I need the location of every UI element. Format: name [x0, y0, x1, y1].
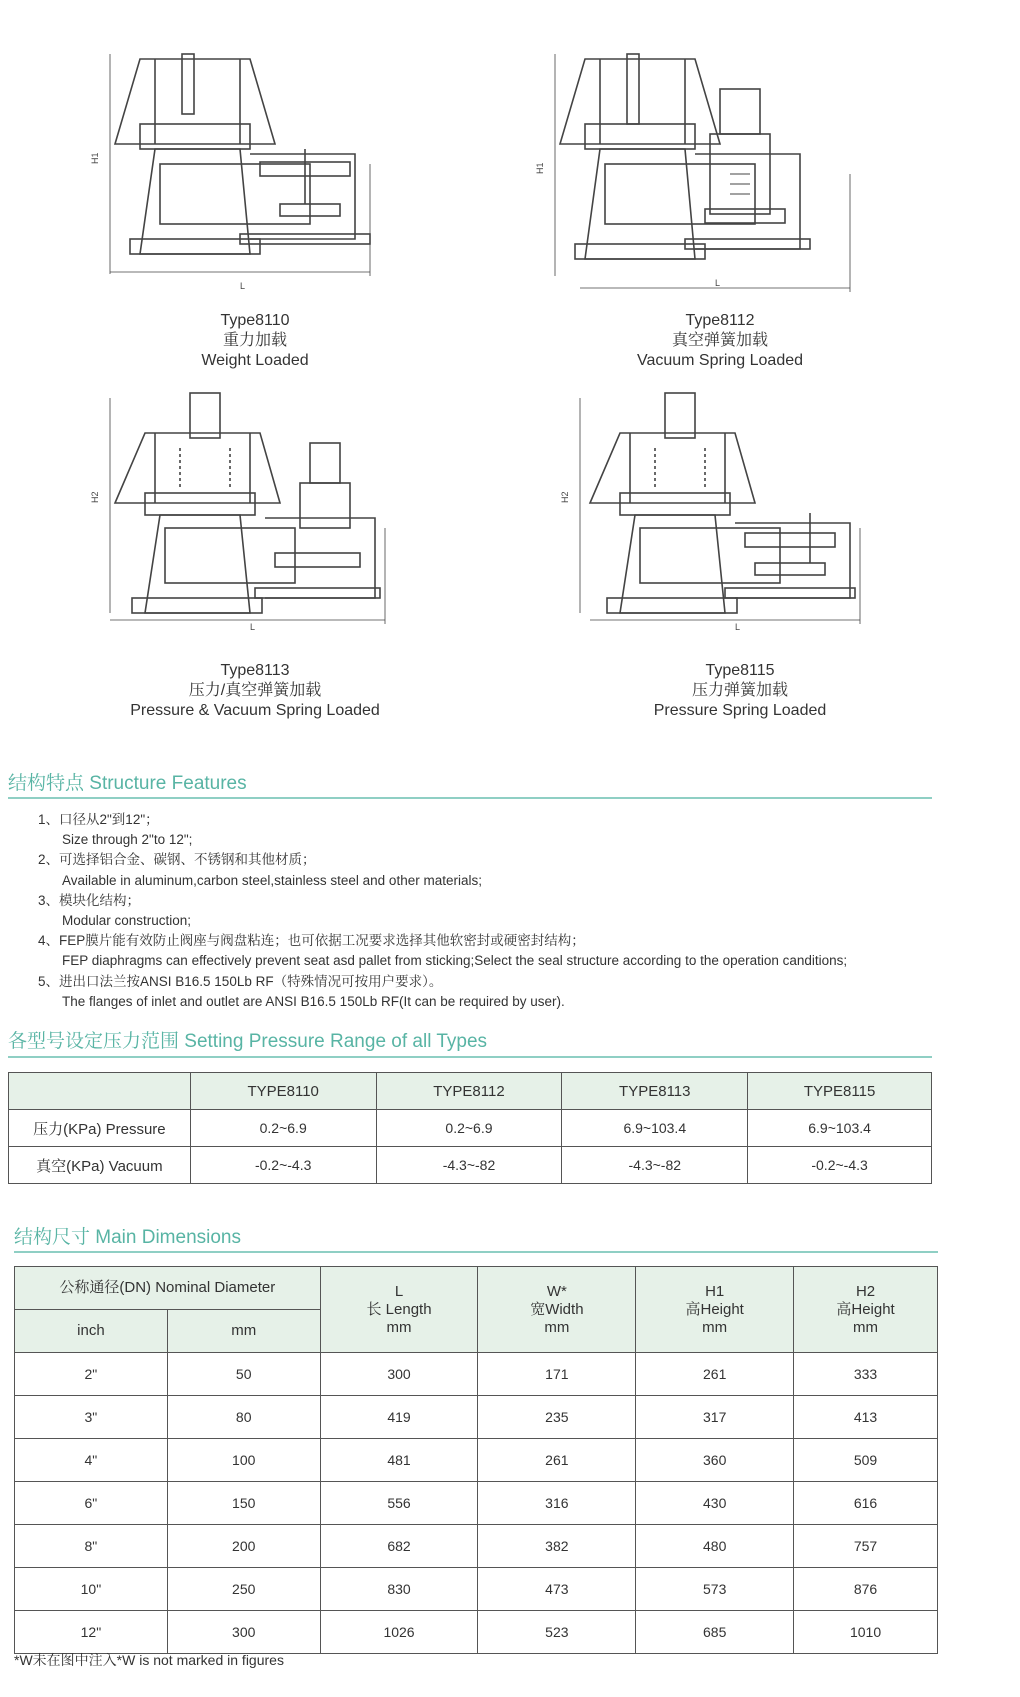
table-cell: 509 [794, 1439, 938, 1482]
caption-type: Type8112 [685, 312, 755, 329]
table-cell: 830 [320, 1568, 478, 1611]
table-cell: 1010 [794, 1611, 938, 1654]
table-cell: 413 [794, 1396, 938, 1439]
drawing-type8115 [560, 388, 880, 638]
table-cell: -0.2~-4.3 [748, 1147, 932, 1184]
table-cell: 360 [636, 1439, 794, 1482]
dim-l-label: L [240, 281, 246, 291]
pressure-table [8, 1072, 932, 1184]
table-cell: 876 [794, 1568, 938, 1611]
caption-type8110 [155, 311, 355, 371]
table-cell: 171 [478, 1353, 636, 1396]
table-cell: 100 [167, 1439, 320, 1482]
table-header: TYPE8113 [562, 1073, 748, 1110]
table-cell: 3" [15, 1396, 168, 1439]
table-row [15, 1482, 938, 1525]
dimensions-divider [14, 1251, 938, 1253]
table-cell: 261 [478, 1439, 636, 1482]
dim-l-label: L [715, 278, 721, 288]
table-cell: 6.9~103.4 [748, 1110, 932, 1147]
table-header: TYPE8115 [748, 1073, 932, 1110]
table-row [15, 1353, 938, 1396]
dimensions-body [15, 1353, 938, 1654]
pressure-divider [8, 1056, 932, 1058]
nominal-diameter-header: 公称通径(DN) Nominal Diameter [15, 1267, 321, 1310]
table-row [15, 1439, 938, 1482]
width-header [478, 1267, 636, 1353]
table-cell: 300 [320, 1353, 478, 1396]
header-line: W* [546, 1282, 567, 1300]
footnote: *W未在图中注入*W is not marked in figures [14, 1652, 284, 1668]
drawing-type8112 [535, 44, 865, 294]
table-row [9, 1110, 932, 1147]
feature-zh: 4、FEP膜片能有效防止阀座与阀盘粘连；也可依据工况要求选择其他软密封或硬密封结构； [38, 933, 585, 949]
table-header: TYPE8110 [190, 1073, 376, 1110]
table-cell: -4.3~-82 [562, 1147, 748, 1184]
table-cell: -4.3~-82 [376, 1147, 562, 1184]
table-header-row [9, 1073, 932, 1110]
feature-zh: 3、模块化结构； [38, 892, 141, 908]
header-line: L [394, 1282, 404, 1300]
table-cell: 481 [320, 1439, 478, 1482]
caption-en: Pressure & Vacuum Spring Loaded [130, 702, 380, 719]
feature-zh: 5、进出口法兰按ANSI B16.5 150Lb RF（特殊情况可按用户要求）。 [38, 973, 443, 989]
caption-zh: 重力加载 [222, 332, 287, 349]
table-row [15, 1568, 938, 1611]
caption-type8112 [600, 311, 840, 371]
table-cell: 50 [167, 1353, 320, 1396]
table-cell: 682 [320, 1525, 478, 1568]
header-line: 高Height [836, 1300, 895, 1318]
feature-en: Modular construction; [62, 913, 192, 929]
length-header [320, 1267, 478, 1353]
header-line: 宽Width [530, 1300, 584, 1318]
header-line: mm [544, 1318, 570, 1336]
table-cell: 2" [15, 1353, 168, 1396]
table-header: TYPE8112 [376, 1073, 562, 1110]
feature-en: Available in aluminum,carbon steel,stainless steel and other materials; [62, 872, 482, 888]
dimensions-table [14, 1266, 938, 1654]
structure-title: 结构特点 Structure Features [8, 773, 247, 794]
table-cell: 6.9~103.4 [562, 1110, 748, 1147]
feature-en: The flanges of inlet and outlet are ANSI B16.5 150Lb RF(It can be required by user). [62, 993, 565, 1009]
table-cell: 556 [320, 1482, 478, 1525]
drawing-type8113 [90, 388, 400, 638]
table-cell: 6" [15, 1482, 168, 1525]
feature-zh: 2、可选择铝合金、碳钢、不锈钢和其他材质； [38, 852, 316, 868]
table-cell: 616 [794, 1482, 938, 1525]
header-line: mm [853, 1318, 879, 1336]
header-line: H1 [705, 1282, 725, 1300]
dim-h1-label: H1 [90, 152, 100, 164]
table-cell: 200 [167, 1525, 320, 1568]
table-cell: 4" [15, 1439, 168, 1482]
table-cell: 480 [636, 1525, 794, 1568]
row-label: 压力(KPa) Pressure [9, 1110, 191, 1147]
feature-en: FEP diaphragms can effectively prevent seat asd pallet from sticking;Select the seal structure according to the operation canditions; [62, 953, 848, 969]
table-cell: 316 [478, 1482, 636, 1525]
header-line: 高Height [685, 1300, 744, 1318]
mm-header: mm [167, 1310, 320, 1353]
table-cell: 523 [478, 1611, 636, 1654]
pressure-title: 各型号设定压力范围 Setting Pressure Range of all Types [8, 1031, 488, 1052]
caption-en: Weight Loaded [201, 352, 309, 369]
dim-h2-label: H2 [90, 491, 100, 503]
dim-h1-label: H1 [535, 162, 545, 174]
caption-type8113 [120, 661, 390, 721]
table-cell: -0.2~-4.3 [190, 1147, 376, 1184]
dim-l-label: L [735, 622, 741, 632]
caption-type: Type8113 [220, 662, 290, 679]
table-header [9, 1073, 191, 1110]
table-cell: 430 [636, 1482, 794, 1525]
table-cell: 473 [478, 1568, 636, 1611]
table-cell: 685 [636, 1611, 794, 1654]
table-cell: 0.2~6.9 [190, 1110, 376, 1147]
table-cell: 10" [15, 1568, 168, 1611]
table-row [9, 1147, 932, 1184]
table-cell: 80 [167, 1396, 320, 1439]
header-line: mm [386, 1318, 412, 1336]
table-cell: 12" [15, 1611, 168, 1654]
table-row [15, 1396, 938, 1439]
table-cell: 333 [794, 1353, 938, 1396]
table-cell: 1026 [320, 1611, 478, 1654]
inch-header: inch [15, 1310, 168, 1353]
caption-zh: 压力弹簧加载 [691, 682, 788, 699]
table-cell: 300 [167, 1611, 320, 1654]
caption-type: Type8110 [220, 312, 290, 329]
table-cell: 317 [636, 1396, 794, 1439]
table-row [15, 1611, 938, 1654]
caption-zh: 压力/真空弹簧加载 [188, 682, 322, 699]
structure-divider [8, 797, 932, 799]
header-line: mm [702, 1318, 728, 1336]
table-cell: 250 [167, 1568, 320, 1611]
dimensions-title: 结构尺寸 Main Dimensions [14, 1227, 241, 1248]
table-cell: 150 [167, 1482, 320, 1525]
dim-h2-label: H2 [560, 491, 570, 503]
table-cell: 0.2~6.9 [376, 1110, 562, 1147]
drawing-type8110 [90, 44, 400, 294]
caption-type: Type8115 [705, 662, 775, 679]
table-cell: 757 [794, 1525, 938, 1568]
caption-zh: 真空弹簧加载 [671, 332, 768, 349]
table-row [15, 1525, 938, 1568]
height-h1-header [636, 1267, 794, 1353]
caption-en: Pressure Spring Loaded [653, 702, 827, 719]
feature-en: Size through 2"to 12"; [62, 832, 193, 848]
header-line: H2 [855, 1282, 876, 1300]
feature-zh: 1、口径从2"到12"； [38, 812, 159, 827]
table-cell: 419 [320, 1396, 478, 1439]
table-cell: 261 [636, 1353, 794, 1396]
table-cell: 573 [636, 1568, 794, 1611]
height-h2-header [794, 1267, 938, 1353]
table-cell: 8" [15, 1525, 168, 1568]
table-cell: 382 [478, 1525, 636, 1568]
structure-list [38, 810, 938, 1012]
table-header-row [15, 1267, 938, 1310]
caption-en: Vacuum Spring Loaded [636, 352, 804, 369]
row-label: 真空(KPa) Vacuum [9, 1147, 191, 1184]
header-line: 长 Length [366, 1300, 432, 1318]
caption-type8115 [620, 661, 860, 721]
table-cell: 235 [478, 1396, 636, 1439]
dim-l-label: L [250, 622, 256, 632]
